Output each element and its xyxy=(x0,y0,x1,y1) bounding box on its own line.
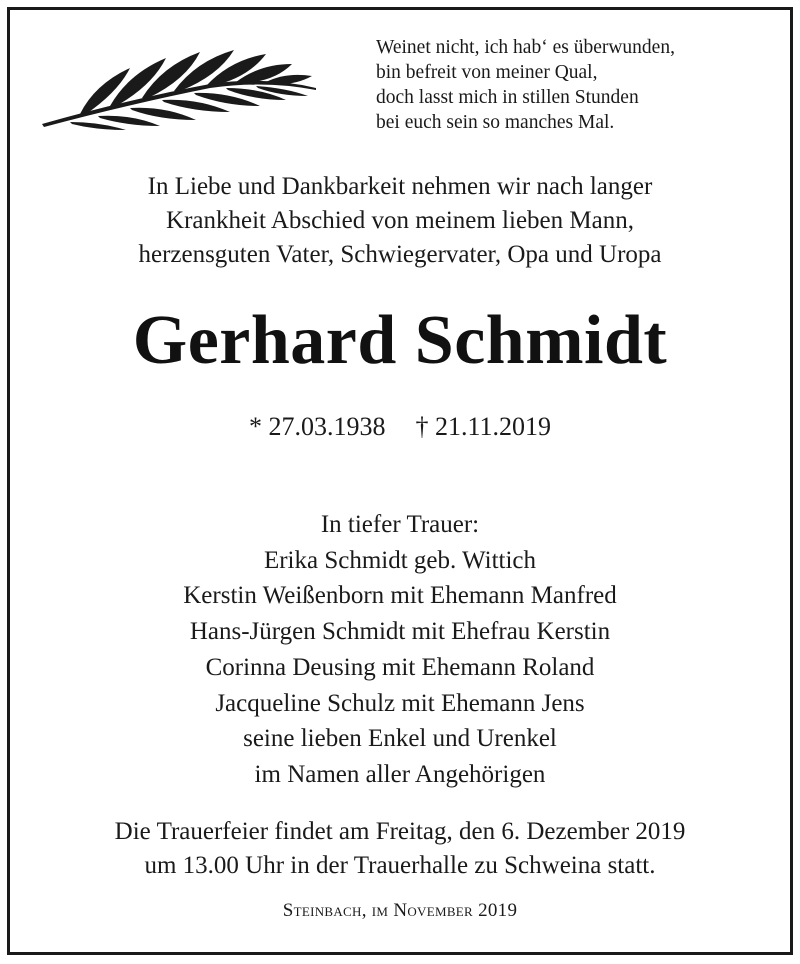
mourner-entry: Erika Schmidt geb. Wittich xyxy=(263,546,537,574)
mourners-list xyxy=(20,507,780,793)
poem-verse xyxy=(376,35,776,135)
mourner-entry: Jacqueline Schulz mit Ehemann Jens xyxy=(215,689,585,717)
mourner-entry: Kerstin Weißenborn mit Ehemann Manfred xyxy=(183,582,617,610)
place-and-date: Steinbach, im November 2019 xyxy=(282,900,518,921)
mourner-entry: Hans-Jürgen Schmidt mit Ehefrau Kerstin xyxy=(189,618,611,646)
death-date: † 21.11.2019 xyxy=(415,412,552,441)
mourners-heading: In tiefer Trauer: xyxy=(320,511,480,538)
birth-date: * 27.03.1938 xyxy=(248,412,386,441)
life-dates xyxy=(20,410,780,444)
intro-line: Krankheit Abschied von meinem lieben Mann, xyxy=(166,207,634,234)
intro-text xyxy=(30,170,770,272)
mourner-entry: Corinna Deusing mit Ehemann Roland xyxy=(205,653,595,681)
funeral-ceremony-info xyxy=(20,815,780,883)
obituary-border xyxy=(7,7,793,955)
poem-line: bin befreit von meiner Qual, xyxy=(376,62,598,83)
poem-line: bei euch sein so manches Mal. xyxy=(376,112,615,133)
intro-line: In Liebe und Dankbarkeit nehmen wir nach langer xyxy=(147,173,653,200)
poem-line: Weinet nicht, ich hab‘ es überwunden, xyxy=(376,37,675,58)
palm-branch-icon xyxy=(40,44,320,130)
mourner-entry: seine lieben Enkel und Urenkel xyxy=(243,725,557,753)
ceremony-line: Die Trauerfeier findet am Freitag, den 6. Dezember 2019 xyxy=(114,818,686,845)
poem-line: doch lasst mich in stillen Stunden xyxy=(376,87,639,108)
mourner-entry: im Namen aller Angehörigen xyxy=(254,760,546,788)
ceremony-line: um 13.00 Uhr in der Trauerhalle zu Schweina statt. xyxy=(144,852,656,879)
deceased-name: Gerhard Schmidt xyxy=(132,302,668,379)
intro-line: herzensguten Vater, Schwiegervater, Opa und Uropa xyxy=(138,241,662,268)
